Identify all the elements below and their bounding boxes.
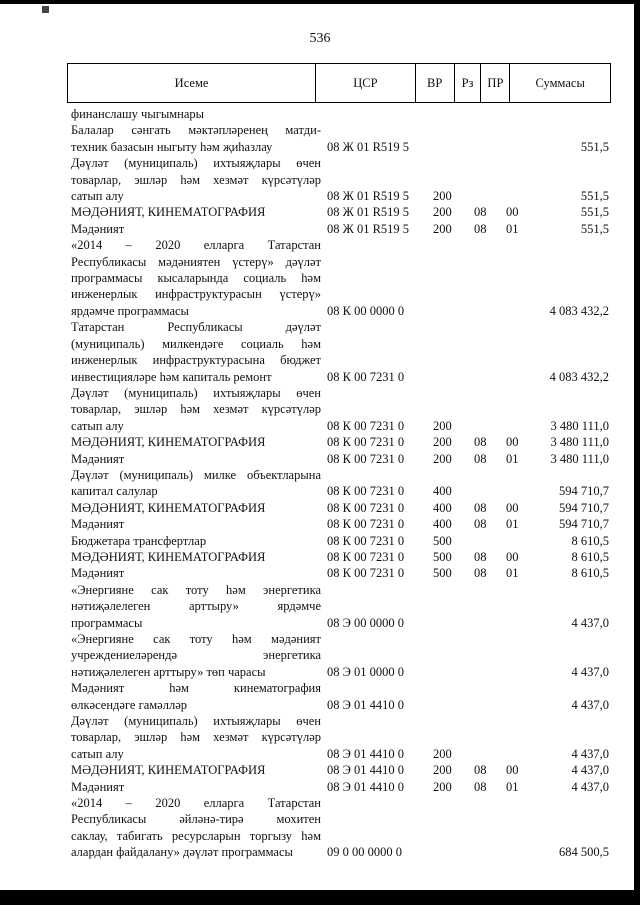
row-sum: 4 083 432,2 xyxy=(549,369,609,384)
row-vr: 200 xyxy=(433,418,452,433)
row-name-line: учреждениеләрендә энергетика xyxy=(71,648,321,663)
row-pr: 00 xyxy=(506,549,519,564)
row-csr: 08 К 00 7231 0 xyxy=(327,533,405,548)
row-rz: 08 xyxy=(474,451,487,466)
row-vr: 500 xyxy=(433,533,452,548)
row-pr: 01 xyxy=(506,517,519,532)
table-row xyxy=(71,385,611,434)
row-sum: 551,5 xyxy=(580,205,609,220)
table-row xyxy=(71,713,611,762)
row-name-line: Республикасы әйләнә-тирә мохитен xyxy=(71,812,321,827)
scan-bottom-border xyxy=(0,890,640,905)
row-name xyxy=(71,565,321,581)
row-csr: 09 0 00 0000 0 xyxy=(327,845,402,860)
row-sum: 4 437,0 xyxy=(571,615,609,630)
row-name-line: Дәүләт (муниципаль) ихтыяҗлары өчен xyxy=(71,714,321,729)
header-csr: ЦСР xyxy=(316,64,416,102)
row-csr: 08 К 00 7231 0 xyxy=(327,484,405,499)
row-name-line: Дәүләт (муниципаль) милке объектларына xyxy=(71,467,321,482)
row-vr: 400 xyxy=(433,484,452,499)
row-name-line: Бюджетара трансфертлар xyxy=(71,533,207,548)
row-csr: 08 Э 01 0000 0 xyxy=(327,664,405,679)
row-name-line: Мәдәният һәм кинематография xyxy=(71,681,321,696)
table-row xyxy=(71,467,611,500)
table-row xyxy=(71,122,611,155)
table-row xyxy=(71,779,611,795)
row-sum: 594 710,7 xyxy=(559,500,609,515)
row-vr: 500 xyxy=(433,566,452,581)
row-name-line: МӘДӘНИЯТ, КИНЕМАТОГРАФИЯ xyxy=(71,549,266,564)
table-row xyxy=(71,204,611,220)
row-vr: 200 xyxy=(433,189,452,204)
row-vr: 400 xyxy=(433,517,452,532)
table-row xyxy=(71,155,611,204)
row-name xyxy=(71,762,321,778)
header-vr: ВР xyxy=(416,64,455,102)
row-sum: 4 437,0 xyxy=(571,779,609,794)
scan-mark xyxy=(42,6,49,13)
header-name: Исеме xyxy=(68,64,316,102)
row-name-line: Балалар сәнгать мәктәпләренең матди- xyxy=(71,123,321,138)
row-sum: 3 480 111,0 xyxy=(550,435,609,450)
row-pr: 01 xyxy=(506,566,519,581)
table-row xyxy=(71,549,611,565)
row-name xyxy=(71,582,321,631)
row-name xyxy=(71,467,321,500)
row-name-line: «2014 – 2020 елларга Татарстан xyxy=(71,796,321,811)
row-vr: 200 xyxy=(433,746,452,761)
row-name xyxy=(71,516,321,532)
row-name xyxy=(71,122,321,155)
row-vr: 200 xyxy=(433,779,452,794)
row-name-line: инженерлык инфраструктурасына бюджет xyxy=(71,353,321,368)
table-row xyxy=(71,516,611,532)
row-name xyxy=(71,221,321,237)
scan-top-border xyxy=(0,0,640,4)
row-rz: 08 xyxy=(474,763,487,778)
table-row xyxy=(71,319,611,385)
row-vr: 200 xyxy=(433,435,452,450)
row-vr: 200 xyxy=(433,763,452,778)
row-name-line: техник базасын ныгыту һәм җиһазлау xyxy=(71,139,273,154)
table-body xyxy=(71,106,611,861)
row-csr: 08 К 00 7231 0 xyxy=(327,549,405,564)
row-rz: 08 xyxy=(474,549,487,564)
row-sum: 8 610,5 xyxy=(571,566,609,581)
row-name-line: программасы xyxy=(71,615,143,630)
row-sum: 551,5 xyxy=(580,189,609,204)
row-pr: 01 xyxy=(506,221,519,236)
row-rz: 08 xyxy=(474,435,487,450)
row-name xyxy=(71,631,321,680)
row-vr: 200 xyxy=(433,221,452,236)
row-sum: 684 500,5 xyxy=(559,845,609,860)
row-sum: 594 710,7 xyxy=(559,517,609,532)
row-name xyxy=(71,680,321,713)
row-rz: 08 xyxy=(474,779,487,794)
row-sum: 3 480 111,0 xyxy=(550,451,609,466)
page-number: 536 xyxy=(309,31,331,46)
row-name-line: Республикасы мәдәниятен үстерү» дәүләт xyxy=(71,254,321,269)
table-row xyxy=(71,451,611,467)
row-name-line: Татарстан Республикасы дәүләт xyxy=(71,320,321,335)
row-name xyxy=(71,434,321,450)
row-name-line: нәтиҗәлелеген арттыру» төп чарасы xyxy=(71,664,266,679)
row-name-line: инвестицияләре һәм капиталь ремонт xyxy=(71,369,272,384)
row-name-line: инженерлык инфраструктурасын үстерү» xyxy=(71,287,321,302)
row-rz: 08 xyxy=(474,517,487,532)
row-name-line: программасы кысаларында социаль һәм xyxy=(71,271,321,286)
header-rz: Рз xyxy=(455,64,482,102)
row-name-line: Мәдәният xyxy=(71,517,125,532)
row-name xyxy=(71,451,321,467)
row-name-line: Мәдәният xyxy=(71,779,125,794)
row-csr: 08 Э 00 0000 0 xyxy=(327,615,405,630)
row-sum: 551,5 xyxy=(580,221,609,236)
row-name-line: МӘДӘНИЯТ, КИНЕМАТОГРАФИЯ xyxy=(71,205,266,220)
row-name-line: товарлар, эшләр һәм хезмәт күрсәтүләр xyxy=(71,172,321,187)
row-sum: 4 437,0 xyxy=(571,746,609,761)
row-sum: 4 437,0 xyxy=(571,697,609,712)
row-pr: 00 xyxy=(506,435,519,450)
row-vr: 200 xyxy=(433,205,452,220)
row-name xyxy=(71,713,321,762)
row-name xyxy=(71,549,321,565)
table-row xyxy=(71,631,611,680)
row-csr: 08 К 00 7231 0 xyxy=(327,435,405,450)
row-sum: 4 437,0 xyxy=(571,664,609,679)
row-name-line: «Энергияне сак тоту һәм энергетика xyxy=(71,582,321,597)
row-sum: 594 710,7 xyxy=(559,484,609,499)
row-csr: 08 К 00 7231 0 xyxy=(327,500,405,515)
row-name-line: «Энергияне сак тоту һәм мәдәният xyxy=(71,632,321,646)
row-name-line: өлкәсендәге гамәлләр xyxy=(71,697,187,712)
row-name-line: «2014 – 2020 елларга Татарстан xyxy=(71,238,321,253)
table-row xyxy=(71,680,611,713)
row-csr: 08 Э 01 4410 0 xyxy=(327,763,405,778)
row-name xyxy=(71,155,321,204)
table-row xyxy=(71,762,611,778)
row-csr: 08 К 00 7231 0 xyxy=(327,418,405,433)
row-pr: 00 xyxy=(506,205,519,220)
row-csr: 08 Ж 01 R519 5 xyxy=(327,189,410,204)
row-csr: 08 К 00 7231 0 xyxy=(327,566,405,581)
row-name-line: финанслашу чыгымнары xyxy=(71,107,205,121)
header-pr: ПР xyxy=(481,64,510,102)
row-name-line: товарлар, эшләр һәм хезмәт күрсәтүләр xyxy=(71,402,321,417)
row-name-line: сатып алу xyxy=(71,746,124,761)
table-row xyxy=(71,533,611,549)
row-name-line: ярдәмче программасы xyxy=(71,303,189,318)
row-sum: 3 480 111,0 xyxy=(550,418,609,433)
row-sum: 8 610,5 xyxy=(571,533,609,548)
row-sum: 551,5 xyxy=(580,139,609,154)
table-header xyxy=(67,63,611,103)
row-vr: 400 xyxy=(433,500,452,515)
table-row xyxy=(71,434,611,450)
row-name xyxy=(71,204,321,220)
row-name-line: Дәүләт (муниципаль) ихтыяҗлары өчен xyxy=(71,385,321,400)
row-name xyxy=(71,106,321,122)
row-name-line: капитал салулар xyxy=(71,484,158,499)
table-row xyxy=(71,221,611,237)
row-name-line: сатып алу xyxy=(71,189,124,204)
row-name xyxy=(71,533,321,549)
row-name-line: МӘДӘНИЯТ, КИНЕМАТОГРАФИЯ xyxy=(71,763,266,778)
table-row xyxy=(71,795,611,861)
row-name xyxy=(71,779,321,795)
row-name-line: Мәдәният xyxy=(71,566,125,581)
row-name xyxy=(71,237,321,319)
row-rz: 08 xyxy=(474,205,487,220)
header-sum: Суммасы xyxy=(535,75,585,90)
table-row xyxy=(71,565,611,581)
row-pr: 01 xyxy=(506,451,519,466)
row-name-line: (муниципаль) милкендәге социаль һәм xyxy=(71,336,321,351)
row-csr: 08 К 00 7231 0 xyxy=(327,517,405,532)
row-sum: 4 083 432,2 xyxy=(549,303,609,318)
table-row xyxy=(71,500,611,516)
row-csr: 08 Э 01 4410 0 xyxy=(327,779,405,794)
row-name-line: Мәдәният xyxy=(71,451,125,466)
row-csr: 08 Ж 01 R519 5 xyxy=(327,205,410,220)
row-rz: 08 xyxy=(474,566,487,581)
row-name-line: МӘДӘНИЯТ, КИНЕМАТОГРАФИЯ xyxy=(71,500,266,515)
row-vr: 500 xyxy=(433,549,452,564)
row-name xyxy=(71,500,321,516)
row-csr: 08 К 00 7231 0 xyxy=(327,451,405,466)
table-row xyxy=(71,237,611,319)
row-name-line: сатып алу xyxy=(71,418,124,433)
row-csr: 08 К 00 0000 0 xyxy=(327,303,405,318)
row-vr: 200 xyxy=(433,451,452,466)
row-rz: 08 xyxy=(474,500,487,515)
row-pr: 01 xyxy=(506,779,519,794)
table-row xyxy=(71,106,611,122)
row-name xyxy=(71,319,321,385)
row-csr: 08 Ж 01 R519 5 xyxy=(327,221,410,236)
row-name-line: алардан файдалану» дәүләт программасы xyxy=(71,845,293,860)
row-name-line: нәтиҗәлелеген арттыру» ярдәмче xyxy=(71,599,321,614)
row-name-line: МӘДӘНИЯТ, КИНЕМАТОГРАФИЯ xyxy=(71,435,266,450)
row-rz: 08 xyxy=(474,221,487,236)
row-name-line: саклау, табигать ресурсларын торгызу һәм xyxy=(71,828,321,843)
row-pr: 00 xyxy=(506,500,519,515)
row-name xyxy=(71,795,321,861)
row-sum: 8 610,5 xyxy=(571,549,609,564)
row-csr: 08 К 00 7231 0 xyxy=(327,369,405,384)
table-row xyxy=(71,582,611,631)
row-csr: 08 Ж 01 R519 5 xyxy=(327,139,410,154)
row-name xyxy=(71,385,321,434)
scan-right-border xyxy=(634,0,640,905)
row-name-line: Дәүләт (муниципаль) ихтыяҗлары өчен xyxy=(71,156,321,171)
row-csr: 08 Э 01 4410 0 xyxy=(327,697,405,712)
row-sum: 4 437,0 xyxy=(571,763,609,778)
row-name-line: Мәдәният xyxy=(71,221,125,236)
row-name-line: товарлар, эшләр һәм хезмәт күрсәтүләр xyxy=(71,730,321,745)
row-csr: 08 Э 01 4410 0 xyxy=(327,746,405,761)
row-pr: 00 xyxy=(506,763,519,778)
